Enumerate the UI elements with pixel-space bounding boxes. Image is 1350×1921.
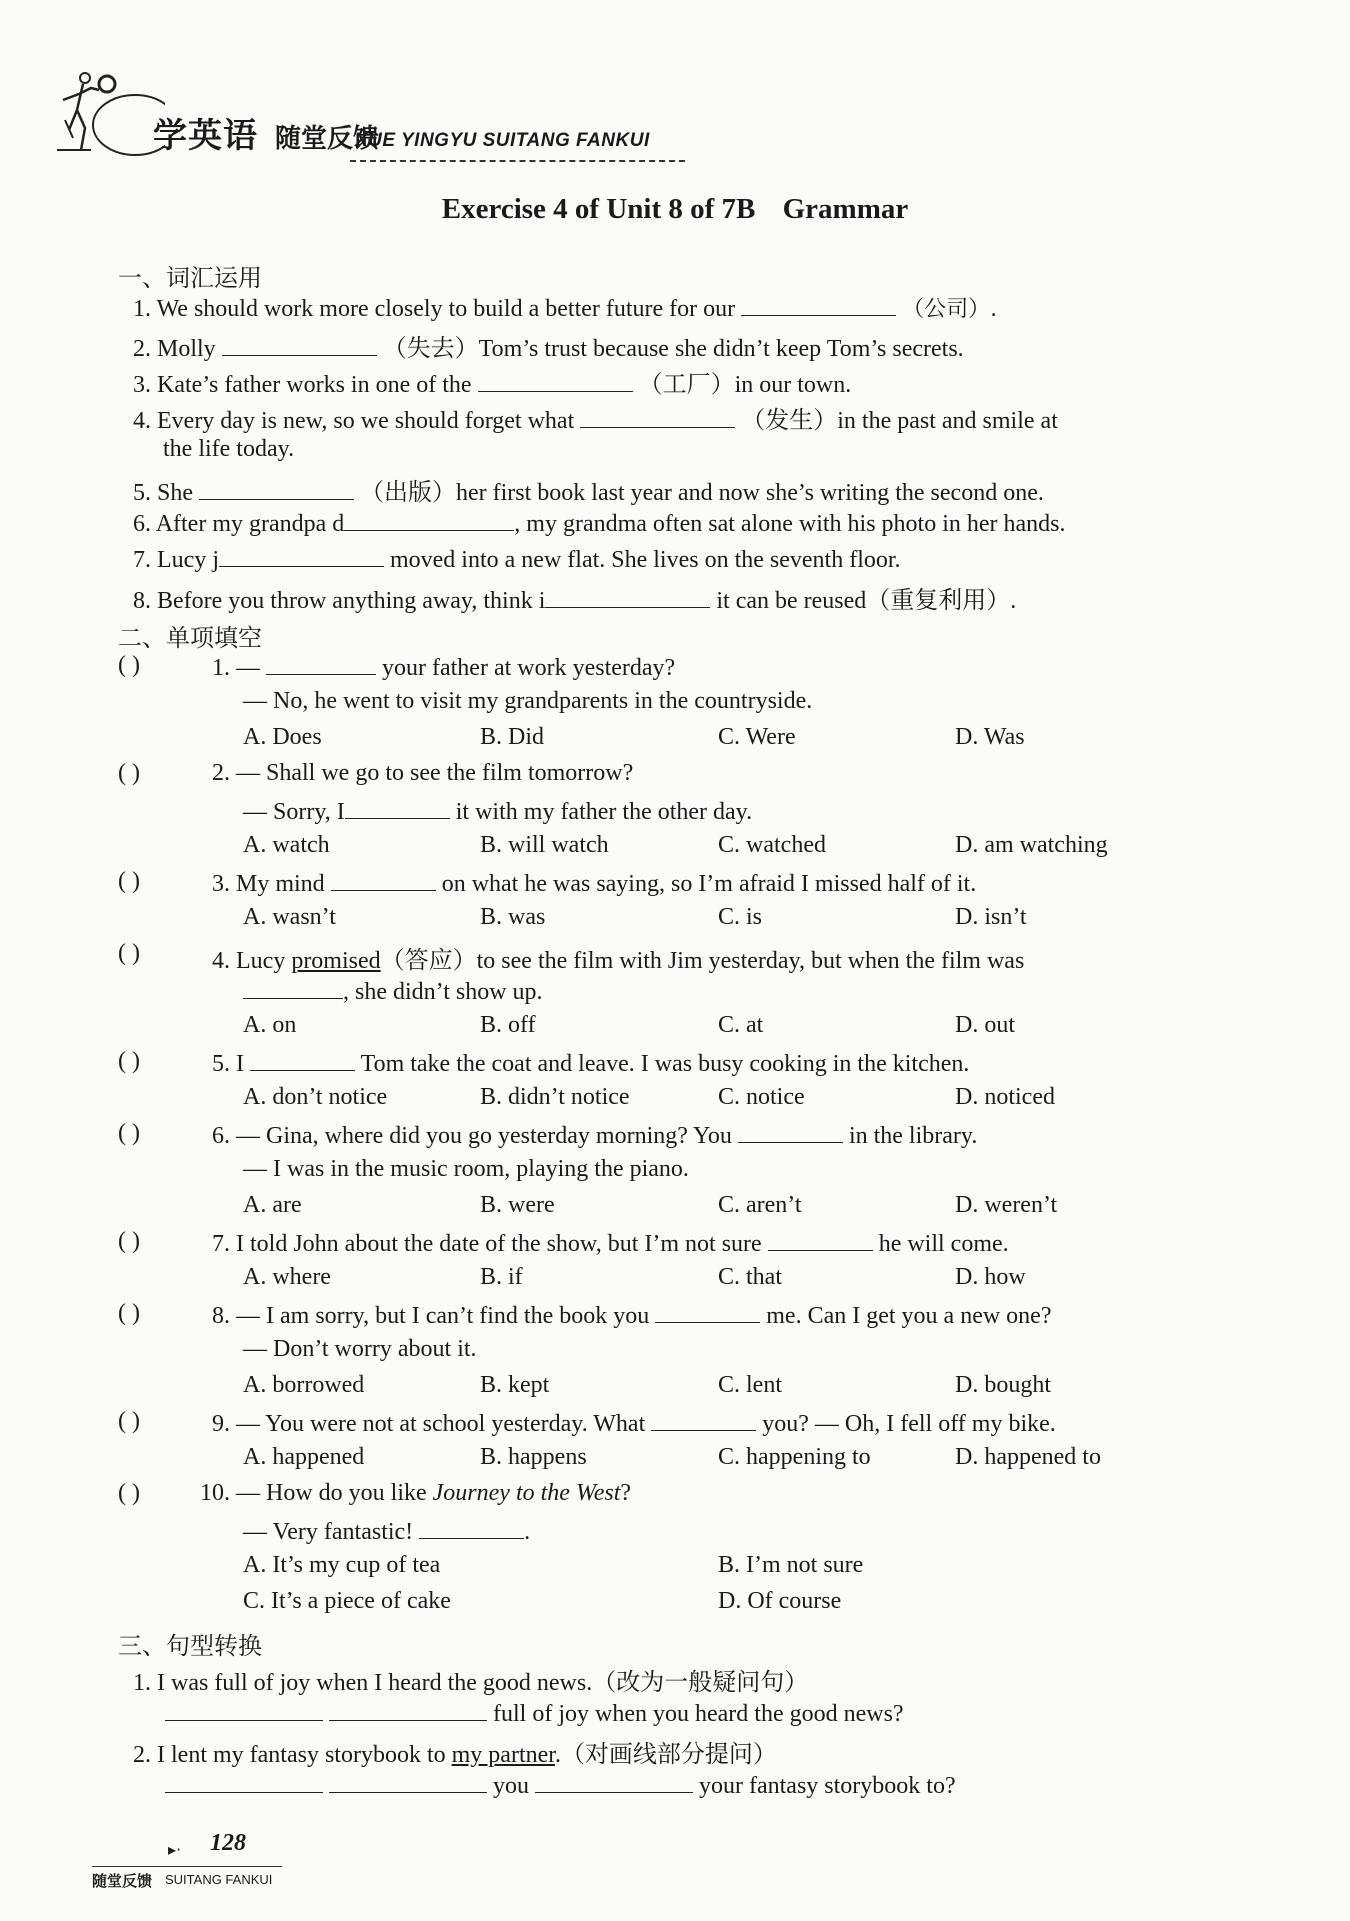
option-a: A. borrowed <box>243 1372 365 1398</box>
q-num: 5. <box>133 480 151 506</box>
answer-blank[interactable] <box>478 369 633 392</box>
q-num: 5. <box>212 1051 230 1077</box>
footer-brand-chinese: 随堂反馈 <box>92 1872 153 1890</box>
q-text: you <box>493 1773 529 1799</box>
s3-q1-line2 <box>165 1698 904 1728</box>
q-hint: （公司）. <box>902 297 998 322</box>
header-rule <box>350 160 685 162</box>
footer-arrow-icon: ▸· <box>168 1840 182 1859</box>
q-text: — Gina, where did you go yesterday morning? You <box>236 1123 732 1149</box>
option-d: D. happened to <box>955 1444 1101 1470</box>
q-text: （工厂）in our town. <box>638 372 852 398</box>
answer-paren[interactable]: ( ) <box>118 1408 140 1434</box>
answer-paren[interactable]: ( ) <box>118 1120 140 1146</box>
q-text: Lucy j <box>157 547 219 573</box>
q-num: 4. <box>133 408 151 434</box>
section3-heading: 三、句型转换 <box>118 1632 262 1660</box>
q-text: — Very fantastic! <box>243 1519 414 1545</box>
s1-q7 <box>133 544 901 574</box>
option-d: D. out <box>955 1012 1015 1038</box>
answer-blank[interactable] <box>250 1048 355 1071</box>
q-text: I <box>236 1051 244 1077</box>
answer-blank[interactable] <box>535 1770 693 1793</box>
option-a: A. watch <box>243 832 330 858</box>
option-c: C. notice <box>718 1084 805 1110</box>
option-a: A. where <box>243 1264 331 1290</box>
option-a: A. happened <box>243 1444 365 1470</box>
s2-q3 <box>212 868 976 898</box>
q-num: 7. <box>133 547 151 573</box>
s2-q2-line2 <box>243 796 752 826</box>
q-num: 10. <box>200 1480 230 1506</box>
brand-english: XUE YINGYU SUITANG FANKUI <box>355 130 650 151</box>
q-text: Molly <box>157 336 216 362</box>
brand-chinese: 学英语 <box>153 116 258 156</box>
q-text: — Shall we go to see the film tomorrow? <box>236 760 634 786</box>
s2-q10 <box>200 1480 631 1507</box>
option-d: D. isn’t <box>955 904 1027 930</box>
s1-q4-cont: the life today. <box>163 436 295 462</box>
q-text: I was full of joy when I heard the good news.（改为一般疑问句） <box>157 1670 809 1696</box>
q-text: in the library. <box>848 1123 978 1149</box>
q-num: 8. <box>212 1303 230 1329</box>
option-b: B. Did <box>480 724 545 750</box>
q-text: it can be reused（重复利用）. <box>716 588 1017 614</box>
answer-blank[interactable] <box>329 1698 487 1721</box>
answer-blank[interactable] <box>329 1770 487 1793</box>
option-c: C. at <box>718 1012 764 1038</box>
option-b: B. off <box>480 1012 536 1038</box>
footer-brand-english: SUITANG FANKUI <box>165 1872 273 1887</box>
q-text: Before you throw anything away, think i <box>157 588 546 614</box>
q-text: moved into a new flat. She lives on the seventh floor. <box>389 547 901 573</box>
option-c: C. lent <box>718 1372 782 1398</box>
s2-q6-line2: — I was in the music room, playing the piano. <box>243 1156 689 1182</box>
option-d: D. Was <box>955 724 1025 750</box>
s2-q2 <box>212 760 633 787</box>
q-num: 9. <box>212 1411 230 1437</box>
option-a: A. don’t notice <box>243 1084 388 1110</box>
q-num: 3. <box>212 871 230 897</box>
runner-logo-icon <box>55 70 165 170</box>
answer-blank[interactable] <box>219 544 384 567</box>
q-text: Kate’s father works in one of the <box>157 372 472 398</box>
option-c: C. aren’t <box>718 1192 802 1218</box>
s2-q4 <box>212 940 1024 975</box>
q-num: 6. <box>133 511 151 537</box>
q-text: She <box>157 480 193 506</box>
s1-q1 <box>133 292 997 323</box>
option-d: D. bought <box>955 1372 1051 1398</box>
answer-paren[interactable]: ( ) <box>118 868 140 894</box>
q-text: Tom take the coat and leave. I was busy cooking in the kitchen. <box>360 1051 970 1077</box>
answer-blank[interactable] <box>266 652 376 675</box>
q-text: （出版）her first book last year and now she’s writing the second one. <box>360 480 1044 506</box>
q-text: Lucy <box>236 948 292 974</box>
s1-q3 <box>133 364 851 399</box>
q-text: he will come. <box>878 1231 1009 1257</box>
option-a: A. are <box>243 1192 302 1218</box>
answer-paren[interactable]: ( ) <box>118 1048 140 1074</box>
answer-blank[interactable] <box>738 1120 843 1143</box>
option-b: B. if <box>480 1264 523 1290</box>
title-main: Exercise 4 of Unit 8 of 7B <box>441 193 756 225</box>
answer-blank[interactable] <box>165 1698 323 1721</box>
q-text: you? — Oh, I fell off my bike. <box>762 1411 1056 1437</box>
q-text: （发生）in the past and smile at <box>741 408 1058 434</box>
s2-q7 <box>212 1228 1009 1258</box>
answer-blank[interactable] <box>655 1300 760 1323</box>
q-text: （失去）Tom’s trust because she didn’t keep Tom’s secrets. <box>382 336 964 362</box>
s2-q6 <box>212 1120 977 1150</box>
q-text: it with my father the other day. <box>455 799 753 825</box>
option-d: D. noticed <box>955 1084 1055 1110</box>
option-b: B. I’m not sure <box>718 1552 864 1578</box>
s1-q4 <box>133 400 1058 435</box>
option-c: C. is <box>718 904 763 930</box>
option-a: A. Does <box>243 724 322 750</box>
s3-q2-line2 <box>165 1770 956 1800</box>
option-b: B. happens <box>480 1444 587 1470</box>
q-text: My mind <box>236 871 325 897</box>
s2-q1 <box>212 652 675 682</box>
q-text: — Sorry, I <box>243 799 345 825</box>
title-sub: Grammar <box>782 193 909 225</box>
option-a: A. wasn’t <box>243 904 336 930</box>
q-text: , she didn’t show up. <box>343 979 543 1005</box>
option-b: B. kept <box>480 1372 550 1398</box>
option-c: C. happening to <box>718 1444 871 1470</box>
s1-q5 <box>133 472 1044 507</box>
s2-q5 <box>212 1048 969 1078</box>
q-text: Every day is new, so we should forget what <box>157 408 575 434</box>
s1-q6 <box>133 508 1066 538</box>
answer-paren[interactable]: ( ) <box>118 1480 140 1506</box>
s3-q2 <box>133 1734 777 1769</box>
page-title <box>0 193 1350 226</box>
option-a: A. It’s my cup of tea <box>243 1552 441 1578</box>
q-num: 4. <box>212 948 230 974</box>
q-text: — How do you like <box>236 1480 433 1506</box>
q-text: full of joy when you heard the good news? <box>493 1701 904 1727</box>
q-num: 1. <box>133 1670 151 1696</box>
q-text: I lent my fantasy storybook to <box>157 1742 452 1768</box>
answer-blank[interactable] <box>344 508 514 531</box>
option-c: C. Were <box>718 724 796 750</box>
answer-blank[interactable] <box>165 1770 323 1793</box>
s2-q10-line2 <box>243 1516 530 1546</box>
q-text: ? <box>620 1480 632 1506</box>
answer-blank[interactable] <box>545 585 710 608</box>
q-num: 2. <box>212 760 230 786</box>
s3-q1 <box>133 1662 808 1697</box>
answer-paren[interactable]: ( ) <box>118 1228 140 1254</box>
option-b: B. were <box>480 1192 555 1218</box>
answer-blank[interactable] <box>768 1228 873 1251</box>
s1-q8 <box>133 580 1016 615</box>
q-num: 6. <box>212 1123 230 1149</box>
s2-q9 <box>212 1408 1056 1438</box>
header <box>55 70 655 180</box>
section1-heading: 一、词汇运用 <box>118 264 262 292</box>
q-text: .（对画线部分提问） <box>554 1742 777 1768</box>
q-num: 2. <box>133 1742 151 1768</box>
q-text: After my grandpa d <box>155 511 345 537</box>
option-b: B. will watch <box>480 832 609 858</box>
q-num: 7. <box>212 1231 230 1257</box>
q-num: 2. <box>133 336 151 362</box>
answer-blank[interactable] <box>243 976 343 999</box>
option-d: D. weren’t <box>955 1192 1058 1218</box>
q-text: me. Can I get you a new one? <box>766 1303 1052 1329</box>
option-a: A. on <box>243 1012 297 1038</box>
q-num: 1. <box>133 296 151 322</box>
brand-chinese-2: 随堂反馈 <box>275 124 380 154</box>
q-text-italic: Journey to the West <box>432 1480 621 1506</box>
q-num: 3. <box>133 372 151 398</box>
answer-paren[interactable]: ( ) <box>118 1300 140 1326</box>
footer-rule <box>92 1866 282 1867</box>
s2-q8 <box>212 1300 1051 1330</box>
answer-blank[interactable] <box>199 477 354 500</box>
q-num: 8. <box>133 588 151 614</box>
q-text: on what he was saying, so I’m afraid I missed half of it. <box>441 871 977 897</box>
s1-q2 <box>133 328 964 363</box>
answer-paren[interactable]: ( ) <box>118 940 140 966</box>
s2-q1-line2: — No, he went to visit my grandparents in the countryside. <box>243 688 813 714</box>
s2-q8-line2: — Don’t worry about it. <box>243 1336 477 1362</box>
q-text: — You were not at school yesterday. What <box>236 1411 646 1437</box>
option-c: C. It’s a piece of cake <box>243 1588 451 1614</box>
section2-heading: 二、单项填空 <box>118 624 262 652</box>
option-d: D. how <box>955 1264 1026 1290</box>
q-text: your fantasy storybook to? <box>699 1773 956 1799</box>
option-c: C. watched <box>718 832 826 858</box>
q-text: — I am sorry, but I can’t find the book you <box>236 1303 650 1329</box>
q-text-underlined: my partner <box>451 1742 555 1768</box>
q-text: We should work more closely to build a better future for our <box>156 296 736 322</box>
answer-blank[interactable] <box>345 796 450 819</box>
q-text: （答应）to see the film with Jim yesterday, but when the film was <box>380 948 1025 974</box>
answer-blank[interactable] <box>741 293 896 316</box>
q-text: — <box>236 655 266 681</box>
answer-blank[interactable] <box>331 868 436 891</box>
q-num: 1. <box>212 655 230 681</box>
answer-blank[interactable] <box>419 1516 524 1539</box>
q-text: I told John about the date of the show, but I’m not sure <box>236 1231 762 1257</box>
answer-paren[interactable]: ( ) <box>118 652 140 678</box>
s2-q4-line2 <box>243 976 543 1006</box>
answer-blank[interactable] <box>222 333 377 356</box>
q-text: , my grandma often sat alone with his photo in her hands. <box>514 511 1066 537</box>
answer-blank[interactable] <box>580 405 735 428</box>
answer-blank[interactable] <box>651 1408 756 1431</box>
q-text-underlined: promised <box>291 948 381 974</box>
option-b: B. didn’t notice <box>480 1084 630 1110</box>
option-c: C. that <box>718 1264 782 1290</box>
q-text: your father at work yesterday? <box>382 655 676 681</box>
page-number: 128 <box>210 1830 246 1856</box>
answer-paren[interactable]: ( ) <box>118 760 140 786</box>
q-text: . <box>524 1519 531 1545</box>
option-d: D. am watching <box>955 832 1108 858</box>
option-b: B. was <box>480 904 546 930</box>
option-d: D. Of course <box>718 1588 842 1614</box>
